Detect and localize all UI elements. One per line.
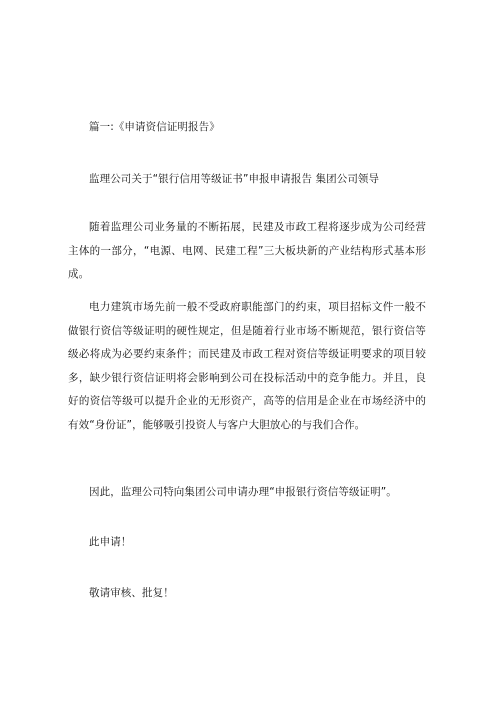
paragraph-3: 因此，监理公司特向集团公司申请办理“申报银行资信等级证明”。: [89, 486, 397, 498]
closing-request: 此申请！: [89, 536, 132, 548]
document-subject: 监理公司关于“银行信用等级证书”申报申请报告 集团公司领导: [89, 173, 380, 185]
closing-approval: 敬请审核、批复！: [89, 587, 174, 599]
document-heading: 篇一:《申请资信证明报告》: [89, 121, 220, 133]
paragraph-2: 电力建筑市场先前一般不受政府职能部门的约束，项目招标文件一般不做银行资信等级证明的硬性规定，但是随着行业市场不断规范，银行资信等级必将成为必要约束条件；而民建及市政工程对资信等级证明要求的项目较多，缺少银行资信证明将会影响到公司在投标活动中的竞争能力。并且，良好的资信等级可以提升企业的无形资产，高等的信用是企业在市场经济中的有效“身份证”，能够吸引投资人与客户大胆放心的与我们合作。: [68, 301, 426, 431]
paragraph-1: 随着监理公司业务量的不断拓展，民建及市政工程将逐步成为公司经营主体的一部分，“电源、电网、民建工程”三大板块新的产业结构形式基本形成。: [68, 221, 426, 280]
